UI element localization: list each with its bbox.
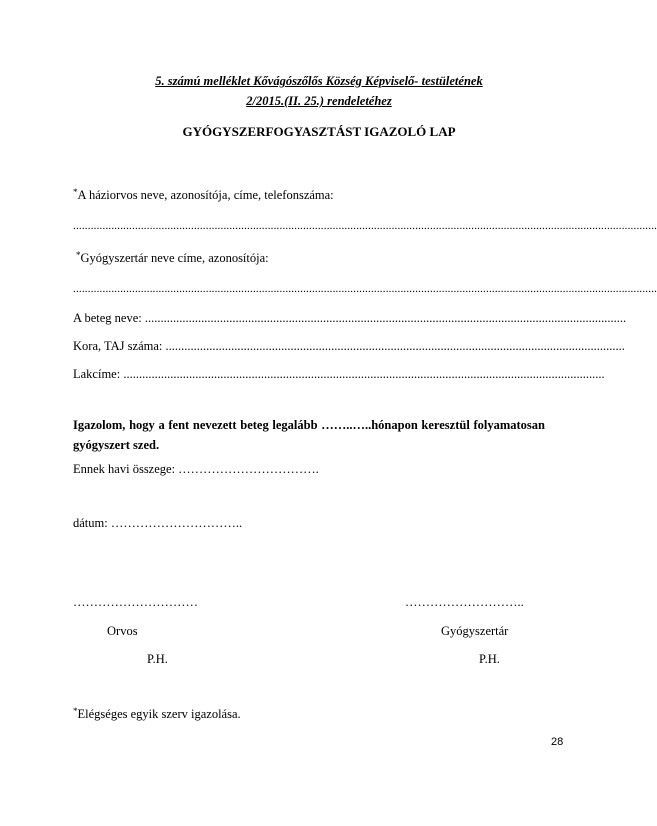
doctor-fill-line[interactable]: ......................................................................................................................................................................................................: [73, 220, 657, 232]
annex-header-line1: 5. számú melléklet Kővágószőlős Község Képviselő- testületének: [155, 74, 483, 88]
footnote-marker: *: [76, 250, 81, 260]
document-title: GYÓGYSZERFOGYASZTÁST IGAZOLÓ LAP: [182, 124, 456, 139]
footnote-marker: *: [73, 706, 78, 716]
pharmacy-signature-line[interactable]: ………………………..: [405, 595, 524, 609]
pharmacist-signature-label: Gyógyszertár: [441, 624, 509, 638]
page-number: 28: [551, 736, 564, 748]
footnote-text: Elégséges egyik szerv igazolása.: [77, 707, 241, 721]
doctor-signature-line[interactable]: …………………………: [73, 595, 198, 609]
footnote-marker: *: [73, 187, 78, 197]
footnote: [73, 706, 241, 722]
date-field[interactable]: dátum: …………………………..: [73, 516, 243, 530]
age-taj-field[interactable]: Kora, TAJ száma: ...................................................................................................................................................: [73, 339, 625, 353]
stamp-place-left: P.H.: [147, 652, 168, 666]
doctor-field-label: [73, 187, 334, 203]
patient-name-field[interactable]: A beteg neve: ..........................................................................................................................................................: [73, 311, 627, 325]
statement-line1: Igazolom, hogy a fent nevezett beteg legalább ……..…..hónapon keresztül folyamatosan: [73, 418, 545, 432]
doctor-label-text: A háziorvos neve, azonosítója, címe, telefonszáma:: [77, 188, 334, 202]
stamp-place-right: P.H.: [479, 652, 500, 666]
pharmacy-label-text: Gyógyszertár neve címe, azonosítója:: [80, 251, 269, 265]
annex-header-line2: 2/2015.(II. 25.) rendeletéhez: [246, 94, 392, 108]
address-field[interactable]: Lakcíme: ..........................................................................................................................................................: [73, 367, 605, 381]
statement-line2: gyógyszert szed.: [73, 438, 160, 452]
pharmacy-fill-line[interactable]: ......................................................................................................................................................................................................: [73, 283, 657, 295]
doctor-signature-label: Orvos: [107, 624, 138, 638]
monthly-amount-field[interactable]: Ennek havi összege: …………………………….: [73, 462, 319, 476]
pharmacy-field-label: [76, 250, 269, 266]
